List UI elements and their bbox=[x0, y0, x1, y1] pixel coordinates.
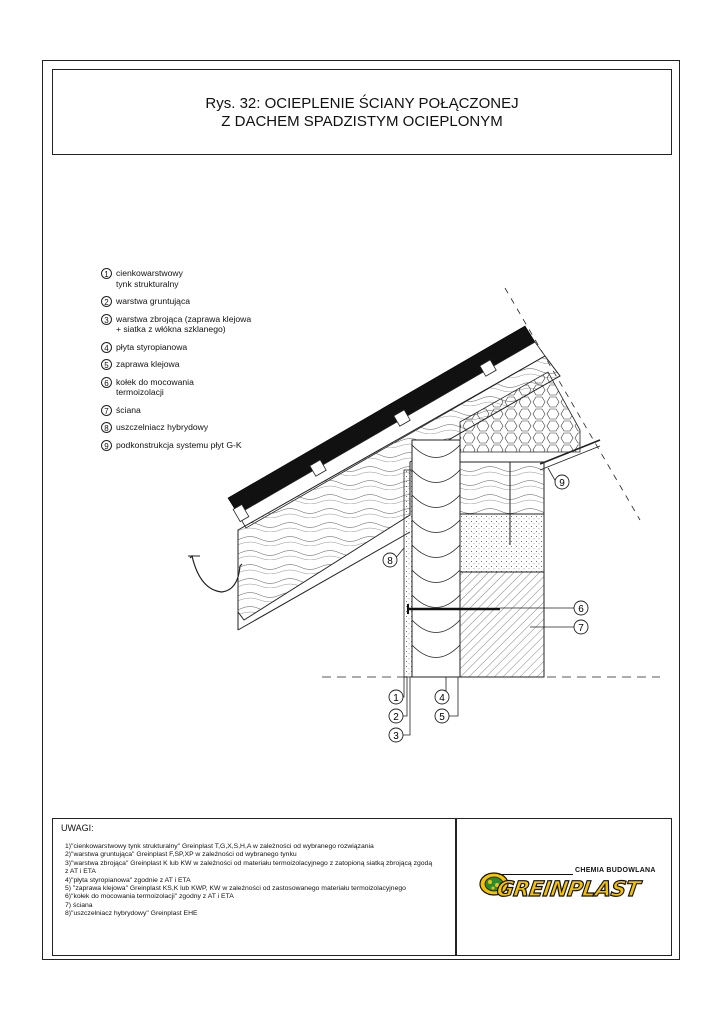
logo-wordmark: GREINPLAST bbox=[495, 877, 642, 901]
callout-2: 2 bbox=[393, 712, 399, 723]
legend-number: 5 bbox=[101, 359, 112, 370]
legend-text: warstwa zbrojąca (zaprawa klejowa + siatka z włókna szklanego) bbox=[116, 313, 252, 334]
callout-3: 3 bbox=[393, 731, 399, 742]
title-line-1: Rys. 32: OCIEPLENIE ŚCIANY POŁĄCZONEJ bbox=[205, 95, 519, 112]
note-line: 6)"kołek do mocowania termoizolacji" zgodny z AT i ETA bbox=[65, 893, 234, 901]
legend-number: 4 bbox=[101, 342, 112, 353]
callout-9: 9 bbox=[559, 478, 565, 489]
logo-tagline: CHEMIA BUDOWLANA bbox=[575, 867, 656, 874]
notes-list bbox=[65, 843, 455, 919]
legend-text: podkonstrukcja systemu płyt G-K bbox=[116, 439, 242, 450]
logo-box bbox=[456, 818, 672, 956]
note-line: 1)"cienkowarstwowy tynk strukturalny" Greinplast T,G,X,S,H,A w zależności od wybranego rozwiązania bbox=[65, 843, 374, 850]
legend-text: płyta styropianowa bbox=[116, 341, 188, 352]
styrofoam-board bbox=[412, 440, 460, 677]
legend-text: zaprawa klejowa bbox=[116, 359, 180, 369]
wall-plate bbox=[460, 462, 544, 514]
legend-text: ściana bbox=[116, 404, 141, 415]
note-line: 7) ściana bbox=[65, 901, 93, 909]
legend-number: 7 bbox=[101, 405, 112, 416]
legend-text: cienkowarstwowy tynk strukturalny bbox=[116, 268, 183, 289]
leader-9 bbox=[548, 468, 556, 482]
legend-number: 1 bbox=[101, 268, 112, 279]
callout-6: 6 bbox=[578, 604, 584, 615]
legend-number: 6 bbox=[101, 377, 112, 388]
gutter bbox=[190, 556, 242, 592]
render-layers bbox=[404, 470, 412, 677]
wall-masonry bbox=[460, 572, 544, 677]
legend-number: 8 bbox=[101, 422, 112, 433]
note-line: 4)"płyta styropianowa" zgodnie z AT i ETA bbox=[65, 876, 191, 884]
notes-box bbox=[52, 818, 456, 956]
legend-text: uszczelniacz hybrydowy bbox=[116, 422, 209, 432]
logo-rule bbox=[499, 874, 573, 875]
note-line: 2)"warstwa gruntująca" Greinplast F,SP,XP w zależności od wybranego tynku bbox=[65, 851, 297, 859]
note-line: z AT i ETA bbox=[65, 868, 96, 876]
legend-text: warstwa gruntująca bbox=[116, 296, 191, 306]
title-line-2: Z DACHEM SPADZISTYM OCIEPLONYM bbox=[221, 113, 503, 130]
note-line: 5) "zaprawa klejowa" Greinplast KS,K lub KWP, KW w zależności od zastosowanego materiału termoizolacyjnego bbox=[65, 885, 406, 893]
callout-5: 5 bbox=[439, 712, 445, 723]
leader-1 bbox=[403, 677, 404, 697]
callout-1: 1 bbox=[393, 693, 399, 704]
notes-title: UWAGI: bbox=[61, 823, 94, 833]
callout-4: 4 bbox=[439, 693, 445, 704]
note-line: 3)"warstwa zbrojąca" Greinplast K lub KW w zależności od materiału termoizolacyjnego z zatopioną siatką zbrojącą zgodą bbox=[65, 859, 433, 867]
leader-5 bbox=[449, 677, 458, 716]
legend-text: kołek do mocowania termoizolacji bbox=[116, 376, 194, 397]
callout-8: 8 bbox=[387, 556, 393, 567]
legend-number: 3 bbox=[101, 314, 112, 325]
callout-7: 7 bbox=[578, 623, 584, 634]
note-line: 8)"uszczelniacz hybrydowy" Greinplast EHE bbox=[65, 910, 198, 918]
legend-number: 9 bbox=[101, 440, 112, 451]
ring-beam bbox=[460, 514, 544, 572]
legend-number: 2 bbox=[101, 296, 112, 307]
